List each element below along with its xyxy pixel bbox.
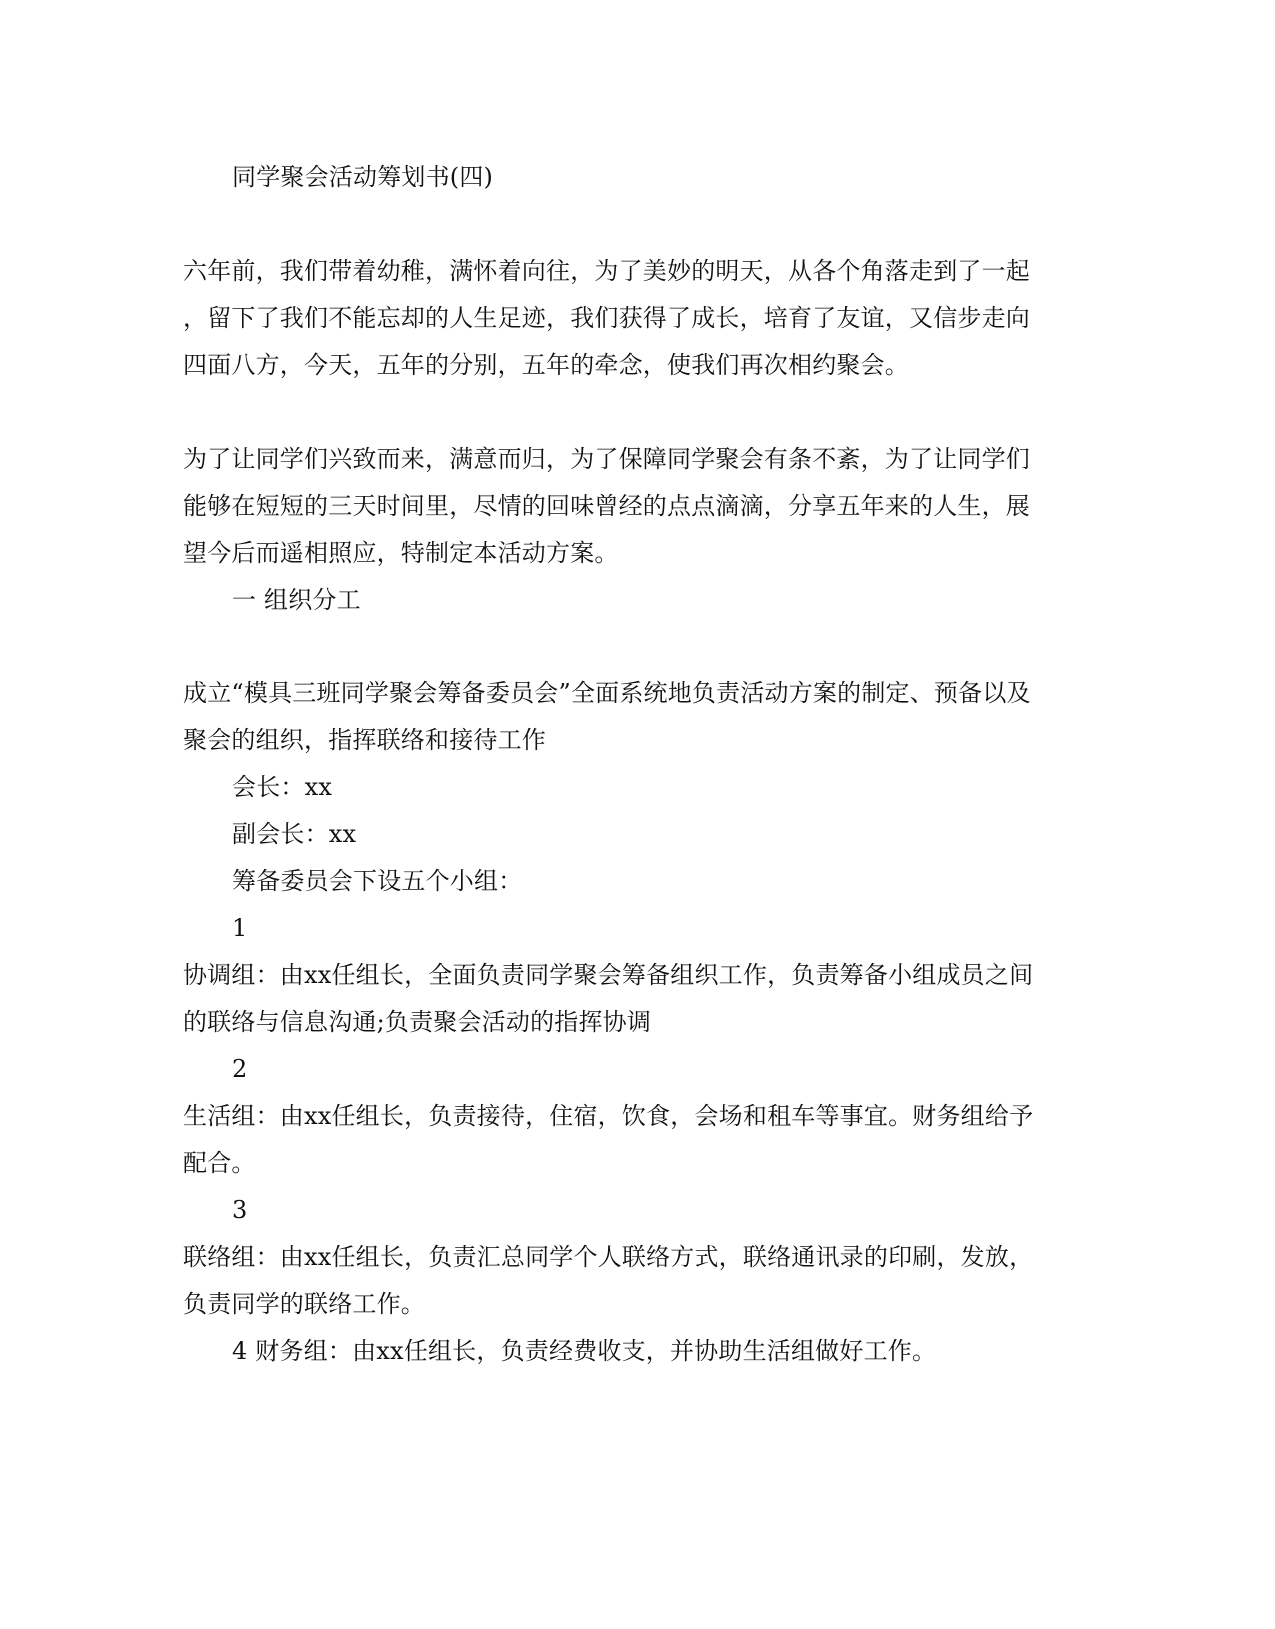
- group-2-number: 2: [232, 1055, 248, 1083]
- committee-paragraph-line-2: 聚会的组织，指挥联络和接待工作: [183, 726, 546, 754]
- group-1-line-2: 的联络与信息沟通;负责聚会活动的指挥协调: [183, 1008, 652, 1036]
- intro-paragraph-1-line-1: 六年前，我们带着幼稚，满怀着向往，为了美妙的明天，从各个角落走到了一起: [183, 257, 1030, 285]
- intro-paragraph-1-line-3: 四面八方，今天，五年的分别，五年的牵念，使我们再次相约聚会。: [183, 351, 909, 379]
- vice-president-line: 副会长：xx: [232, 820, 357, 848]
- group-3-line-1: 联络组：由xx任组长，负责汇总同学个人联络方式，联络通讯录的印刷，发放，: [183, 1243, 1034, 1271]
- group-2-line-1: 生活组：由xx任组长，负责接待，住宿，饮食，会场和租车等事宜。财务组给予: [183, 1102, 1034, 1130]
- group-3-number: 3: [232, 1196, 248, 1224]
- group-2-line-2: 配合。: [183, 1149, 256, 1177]
- intro-paragraph-1-line-2: ，留下了我们不能忘却的人生足迹，我们获得了成长，培育了友谊，又信步走向: [183, 304, 1030, 332]
- group-1-line-1: 协调组：由xx任组长，全面负责同学聚会筹备组织工作，负责筹备小组成员之间: [183, 961, 1034, 989]
- groups-intro-line: 筹备委员会下设五个小组：: [232, 867, 523, 895]
- intro-paragraph-2-line-1: 为了让同学们兴致而来，满意而归，为了保障同学聚会有条不紊，为了让同学们: [183, 445, 1030, 473]
- group-4-line: 4 财务组：由xx任组长，负责经费收支，并协助生活组做好工作。: [232, 1337, 937, 1365]
- group-3-line-2: 负责同学的联络工作。: [183, 1290, 425, 1318]
- intro-paragraph-2-line-2: 能够在短短的三天时间里，尽情的回味曾经的点点滴滴，分享五年来的人生，展: [183, 492, 1030, 520]
- intro-paragraph-2-line-3: 望今后而遥相照应，特制定本活动方案。: [183, 539, 619, 567]
- president-line: 会长：xx: [232, 773, 333, 801]
- group-1-number: 1: [232, 914, 248, 942]
- committee-paragraph-line-1: 成立“模具三班同学聚会筹备委员会”全面系统地负责活动方案的制定、预备以及: [183, 679, 1031, 707]
- section-heading-organization: 一 组织分工: [232, 586, 361, 614]
- document-title: 同学聚会活动筹划书(四): [232, 163, 494, 191]
